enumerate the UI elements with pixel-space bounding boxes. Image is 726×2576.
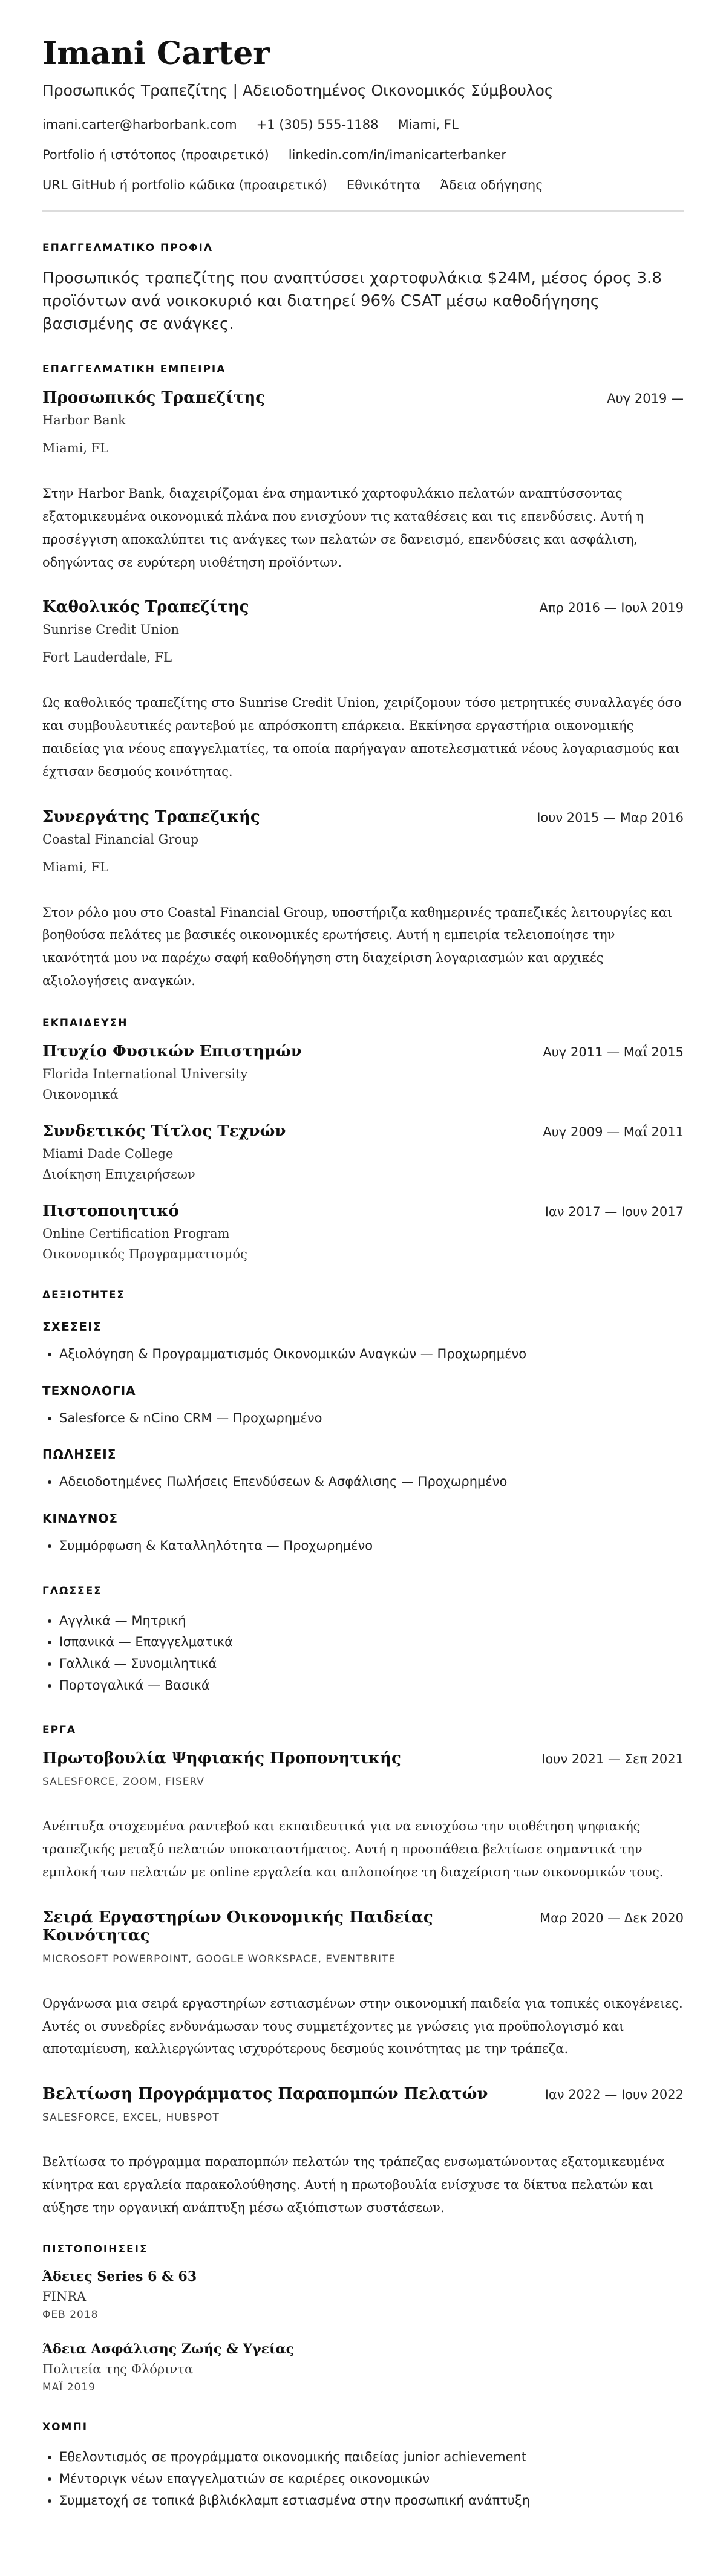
skill-item: • Αδειοδοτημένες Πωλήσεις Επενδύσεων & Ασφάλισης — Προχωρημένο (59, 1471, 684, 1493)
github-link[interactable]: URL GitHub ή portfolio κώδικα (προαιρετικό) (42, 178, 327, 193)
project-entry (42, 1749, 684, 1884)
language-item: • Ισπανικά — Επαγγελματικά (59, 1631, 684, 1653)
skills-section (42, 1289, 684, 1557)
hobby-item: • Συμμετοχή σε τοπικά βιβλιόκλαμπ εστιασμένα στην προσωπική ανάπτυξη (59, 2490, 684, 2512)
candidate-name: Imani Carter (42, 35, 270, 72)
study-field: Οικονομικός Προγραμματισμός (42, 1246, 247, 1261)
experience-entry (42, 598, 684, 783)
school-name: Florida International University (42, 1066, 248, 1081)
header-divider (42, 210, 684, 212)
job-title: Συνεργάτης Τραπεζικής (42, 807, 260, 826)
degree-title: Πιστοποιητικό (42, 1202, 179, 1220)
project-dates: Ιουν 2021 — Σεπ 2021 (541, 1752, 684, 1767)
skill-item: • Αξιολόγηση & Προγραμματισμός Οικονομικών Αναγκών — Προχωρημένο (59, 1344, 684, 1365)
hobbies-section (42, 2421, 684, 2511)
job-title: Καθολικός Τραπεζίτης (42, 598, 249, 617)
profile-summary: Προσωπικός τραπεζίτης που αναπτύσσει χαρτοφυλάκια $24M, μέσος όρος 3.8 προϊόντων ανά νοικοκυριό και διατηρεί 96% CSAT μέσω καθοδήγησης βασισμένης σε ανάγκες. (42, 269, 662, 333)
certification-name: Άδεια Ασφάλισης Ζωής & Υγείας (42, 2341, 294, 2358)
location-text: Miami, FL (397, 117, 459, 132)
contact-row-3 (42, 178, 684, 192)
job-dates: Απρ 2016 — Ιουλ 2019 (539, 600, 684, 616)
skill-category: ΠΩΛΗΣΕΙΣ (42, 1447, 117, 1462)
school-name: Miami Dade College (42, 1146, 174, 1161)
hobby-item: • Μέντοριγκ νέων επαγγελματιών σε καριέρες οικονομικών (59, 2468, 684, 2490)
job-description: Ως καθολικός τραπεζίτης στο Sunrise Credit Union, χειρίζομουν τόσο μετρητικές συναλλαγές όσο και συμβουλευτικές ραντεβού με απρόσκοπτη επάρκεια. Εκκίνησα εργαστήρια οικονομικής παιδείας για νέους επαγγελματίες, τα οποία παρήγαγαν αποτελεσματικά νέους λογαριασμούς και έχτισαν δεσμούς κοινότητας. (42, 695, 682, 779)
skill-list (42, 1471, 684, 1493)
study-field: Διοίκηση Επιχειρήσεων (42, 1166, 195, 1182)
contact-row-2 (42, 148, 684, 162)
project-dates: Μαρ 2020 — Δεκ 2020 (540, 1910, 684, 1925)
school-name: Online Certification Program (42, 1226, 230, 1241)
skill-category: ΣΧΕΣΕΙΣ (42, 1319, 102, 1334)
candidate-tagline: Προσωπικός Τραπεζίτης | Αδειοδοτημένος Οικονομικός Σύμβουλος (42, 82, 554, 100)
skills-section-title: ΔΕΞΙΟΤΗΤΕΣ (42, 1289, 125, 1301)
study-field: Οικονομικά (42, 1087, 119, 1102)
job-location: Miami, FL (42, 441, 109, 456)
job-location: Miami, FL (42, 859, 109, 874)
language-item: • Αγγλικά — Μητρική (59, 1610, 684, 1632)
education-dates: Ιαν 2017 — Ιουν 2017 (544, 1204, 684, 1219)
education-dates: Αυγ 2011 — Μαΐ 2015 (543, 1044, 684, 1059)
project-tech: MICROSOFT POWERPOINT, GOOGLE WORKSPACE, EVENTBRITE (42, 1953, 396, 1965)
phone-number: +1 (305) 555-1188 (256, 117, 379, 132)
job-company: Sunrise Credit Union (42, 622, 179, 637)
language-list (42, 1610, 684, 1697)
profile-section-title: ΕΠΑΓΓΕΛΜΑΤΙΚΟ ΠΡΟΦΙΛ (42, 242, 214, 255)
skill-list (42, 1535, 684, 1557)
project-name: Πρωτοβουλία Ψηφιακής Προπονητικής (42, 1749, 401, 1768)
degree-title: Πτυχίο Φυσικών Επιστημών (42, 1042, 302, 1061)
project-description: Βελτίωσα το πρόγραμμα παραπομπών πελατών της τράπεζας ενσωματώνοντας εξατομικευμένα κίνητρα και εργαλεία παρακολούθησης. Αυτή η πρωτοβουλία ενίσχυσε τα δίκτυα πελατών και αύξησε την οργανική ανάπτυξη μέσω αξιόπιστων συστάσεων. (42, 2155, 665, 2215)
job-company: Coastal Financial Group (42, 831, 199, 847)
projects-section-title: ΕΡΓΑ (42, 1724, 77, 1737)
certifications-section-title: ΠΙΣΤΟΠΟΙΗΣΕΙΣ (42, 2243, 148, 2256)
language-item: • Γαλλικά — Συνομιλητικά (59, 1653, 684, 1675)
hobby-list (42, 2447, 684, 2511)
experience-entry (42, 389, 684, 574)
education-entry (42, 1042, 684, 1102)
job-title: Προσωπικός Τραπεζίτης (42, 389, 266, 408)
nationality-text: Εθνικότητα (346, 178, 421, 193)
certification-issuer: FINRA (42, 2289, 87, 2304)
job-company: Harbor Bank (42, 413, 126, 428)
skill-list (42, 1408, 684, 1429)
license-text: Άδεια οδήγησης (440, 178, 543, 193)
certifications-section (42, 2243, 684, 2393)
portfolio-link[interactable]: Portfolio ή ιστότοπος (προαιρετικό) (42, 148, 269, 163)
certification-date: ΜΑΪ 2019 (42, 2381, 96, 2394)
project-tech: SALESFORCE, ZOOM, FISERV (42, 1776, 205, 1789)
experience-list (42, 389, 684, 993)
email-link[interactable]: imani.carter@harborbank.com (42, 117, 237, 132)
project-dates: Ιαν 2022 — Ιουν 2022 (544, 2087, 684, 2103)
project-entry (42, 1908, 684, 2061)
project-entry (42, 2085, 684, 2219)
certification-issuer: Πολιτεία της Φλόριντα (42, 2362, 194, 2377)
job-location: Fort Lauderdale, FL (42, 650, 172, 665)
project-description: Ανέπτυξα στοχευμένα ραντεβού και εκπαιδευτικά για να ενισχύσω την υιοθέτηση ψηφιακής τραπεζικής μεταξύ πελατών υποκαταστήματος. Αυτή η προσπάθεια βελτίωσε σημαντικά την εμπλοκή των πελατών με online εργαλεία και απλοποίησε τη διαχείριση των οικονομικών τους. (42, 1819, 664, 1879)
experience-entry (42, 808, 684, 993)
project-description: Οργάνωσα μια σειρά εργαστηρίων εστιασμένων στην οικονομική παιδεία για τοπικές οικογένειες. Αυτές οι συνεδρίες ενδυνάμωσαν τους συμμετέχοντες με γνώσεις για προϋπολογισμό και αποταμίευση, καλλιεργώντας ισχυρότερους δεσμούς κοινότητας με την τράπεζα. (42, 1995, 683, 2057)
project-tech: SALESFORCE, EXCEL, HUBSPOT (42, 2112, 220, 2124)
certification-name: Άδειες Series 6 & 63 (42, 2269, 197, 2285)
project-name: Σειρά Εργαστηρίων Οικονομικής Παιδείας Κοινότητας (42, 1908, 433, 1945)
job-description: Στον ρόλο μου στο Coastal Financial Group, υποστήριζα καθημερινές τραπεζικές λειτουργίες και βοηθούσα πελάτες με βασικές οικονομικές ερωτήσεις. Αυτή η εμπειρία τελειοποίησε την ικανότητά μου να παρέχω σαφή καθοδήγηση στη διαχείριση λογαριασμών και αρχικές αξιολογήσεις αναγκών. (42, 905, 673, 989)
job-dates: Αυγ 2019 — (607, 391, 684, 406)
degree-title: Συνδετικός Τίτλος Τεχνών (42, 1122, 286, 1140)
linkedin-link[interactable]: linkedin.com/in/imanicarterbanker (288, 148, 506, 163)
contact-row-1 (42, 117, 684, 132)
education-dates: Αυγ 2009 — Μαΐ 2011 (543, 1124, 684, 1139)
certification-entry (42, 2269, 684, 2321)
certification-entry (42, 2341, 684, 2393)
education-section (42, 1017, 684, 1261)
hobby-item: • Εθελοντισμός σε προγράμματα οικονομικής παιδείας junior achievement (59, 2447, 684, 2468)
skill-list (42, 1344, 684, 1365)
hobbies-section-title: ΧΟΜΠΙ (42, 2421, 88, 2434)
skill-category: ΚΙΝΔΥΝΟΣ (42, 1511, 119, 1526)
language-item: • Πορτογαλικά — Βασικά (59, 1675, 684, 1697)
experience-section-title: ΕΠΑΓΓΕΛΜΑΤΙΚΗ ΕΜΠΕΙΡΙΑ (42, 363, 226, 376)
skill-item: • Salesforce & nCino CRM — Προχωρημένο (59, 1408, 684, 1429)
job-dates: Ιουν 2015 — Μαρ 2016 (537, 810, 684, 825)
education-section-title: ΕΚΠΑΙΔΕΥΣΗ (42, 1016, 128, 1029)
languages-section-title: ΓΛΩΣΣΕΣ (42, 1584, 102, 1597)
certification-date: ΦΕΒ 2018 (42, 2309, 99, 2321)
skill-item: • Συμμόρφωση & Καταλληλότητα — Προχωρημένο (59, 1535, 684, 1557)
languages-section (42, 1585, 684, 1697)
project-name: Βελτίωση Προγράμματος Παραπομπών Πελατών (42, 2085, 488, 2104)
education-entry (42, 1202, 684, 1261)
education-entry (42, 1122, 684, 1182)
job-description: Στην Harbor Bank, διαχειρίζομαι ένα σημαντικό χαρτοφυλάκιο πελατών αναπτύσσοντας εξατομικευμένα οικονομικά πλάνα που ενισχύουν τις καταθέσεις και τις επενδύσεις. Αυτή η προσέγγιση αποκαλύπτει τις ανάγκες των πελατών σε δανεισμό, επενδύσεις και ασφάλιση, οδηγώντας σε ευρύτερη υιοθέτηση προϊόντων. (42, 486, 644, 570)
skill-category: ΤΕΧΝΟΛΟΓΙΑ (42, 1383, 136, 1398)
